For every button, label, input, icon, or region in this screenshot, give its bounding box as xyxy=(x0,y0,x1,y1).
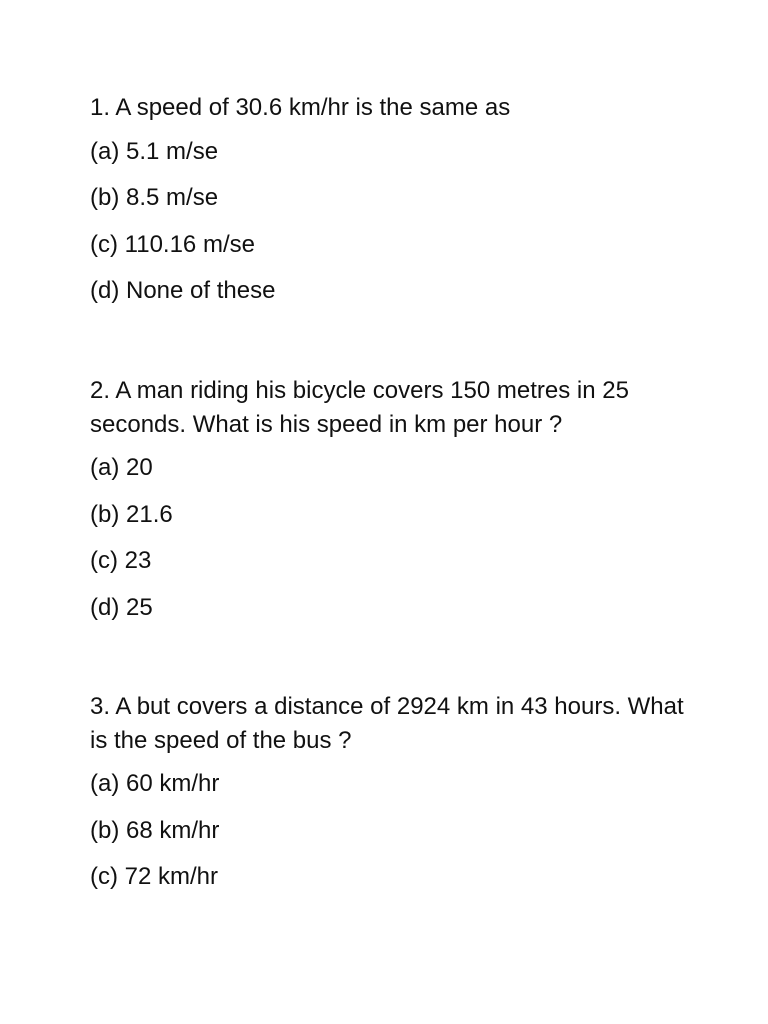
answer-option-d: (d) 25 xyxy=(90,593,153,621)
answer-option-c: (c) 72 km/hr xyxy=(90,863,219,891)
answer-option-b: (b) 68 km/hr xyxy=(90,816,220,844)
answer-option-d: (d) None of these xyxy=(90,277,276,305)
question-stem: 2. A man riding his bicycle covers 150 metres in 25 seconds. What is his speed in km per hour ? xyxy=(90,377,629,438)
answer-options xyxy=(90,451,690,624)
question-1 xyxy=(90,91,690,321)
answer-option-c: (c) 110.16 m/se xyxy=(90,230,255,258)
question-2 xyxy=(90,374,690,638)
answer-options xyxy=(90,767,690,894)
answer-option-c: (c) 23 xyxy=(90,547,152,575)
answer-option-b: (b) 21.6 xyxy=(90,500,173,528)
answer-option-a: (a) 60 km/hr xyxy=(90,770,220,798)
answer-options xyxy=(90,135,690,308)
question-stem: 3. A but covers a distance of 2924 km in 43 hours. What is the speed of the bus ? xyxy=(90,693,684,754)
answer-option-a: (a) 5.1 m/se xyxy=(90,137,219,165)
question-stem: 1. A speed of 30.6 km/hr is the same as xyxy=(90,94,511,121)
answer-option-a: (a) 20 xyxy=(90,454,153,482)
answer-option-b: (b) 8.5 m/se xyxy=(90,184,219,212)
question-3 xyxy=(90,690,690,907)
